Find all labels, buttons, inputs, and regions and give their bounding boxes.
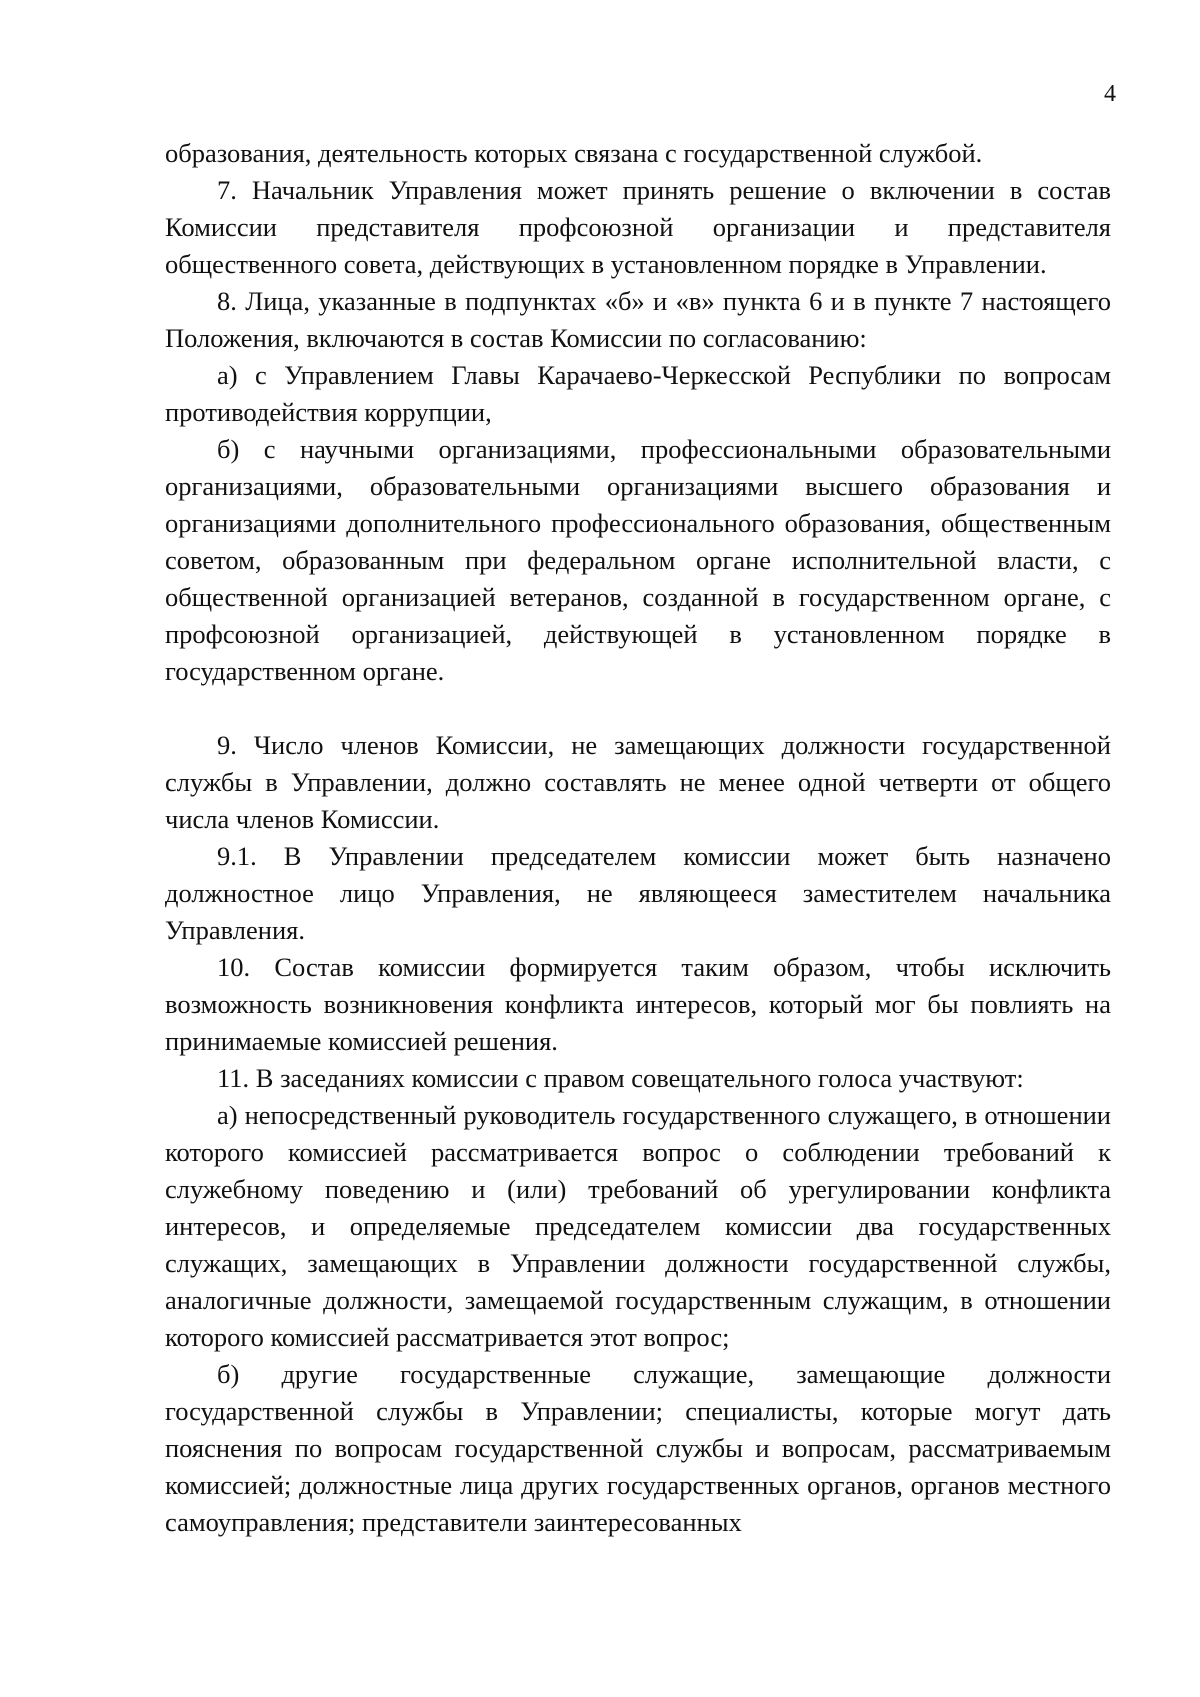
paragraph-9: 9. Число членов Комиссии, не замещающих должности государственной службы в Управлении, должно составлять не менее одной четверти от общего числа членов Комиссии. xyxy=(165,730,1111,834)
paragraph-8-a: а) с Управлением Главы Карачаево-Черкесской Республики по вопросам противодействия коррупции, xyxy=(165,360,1111,427)
paragraph-10: 10. Состав комиссии формируется таким образом, чтобы исключить возможность возникновения конфликта интересов, который мог бы повлиять на принимаемые комиссией решения. xyxy=(165,952,1111,1056)
page-number: 4 xyxy=(1104,81,1116,107)
document-body xyxy=(165,135,1111,1541)
paragraph-9-1: 9.1. В Управлении председателем комиссии может быть назначено должностное лицо Управления, не являющееся заместителем начальника Управления. xyxy=(165,841,1111,945)
paragraph-7: 7. Начальник Управления может принять решение о включении в состав Комиссии представителя профсоюзной организации и представителя общественного совета, действующих в установленном порядке в Управлении. xyxy=(165,175,1111,279)
paragraph-8: 8. Лица, указанные в подпунктах «б» и «в» пункта 6 и в пункте 7 настоящего Положения, включаются в состав Комиссии по согласованию: xyxy=(165,286,1111,353)
paragraph-11: 11. В заседаниях комиссии с правом совещательного голоса участвуют: xyxy=(217,1063,1024,1093)
paragraph-gap xyxy=(165,690,1111,727)
paragraph-11-b: б) другие государственные служащие, замещающие должности государственной службы в Управлении; специалисты, которые могут дать пояснения по вопросам государственной службы и вопросам, рассматриваемым комиссией; должностные лица других государственных органов, органов местного самоуправления; представители заинтересованных xyxy=(165,1359,1111,1537)
paragraph-continuation: образования, деятельность которых связана с государственной службой. xyxy=(165,138,983,168)
paragraph-11-a: а) непосредственный руководитель государственного служащего, в отношении которого комиссией рассматривается вопрос о соблюдении требований к служебному поведению и (или) требований об урегулировании конфликта интересов, и определяемые председателем комиссии два государственных служащих, замещающих в Управлении должности государственной службы, аналогичные должности, замещаемой государственным служащим, в отношении которого комиссией рассматривается этот вопрос; xyxy=(165,1100,1111,1352)
paragraph-8-b: б) с научными организациями, профессиональными образовательными организациями, образовательными организациями высшего образования и организациями дополнительного профессионального образования, общественным советом, образованным при федеральном органе исполнительной власти, с общественной организацией ветеранов, созданной в государственном органе, с профсоюзной организацией, действующей в установленном порядке в государственном органе. xyxy=(165,434,1111,686)
